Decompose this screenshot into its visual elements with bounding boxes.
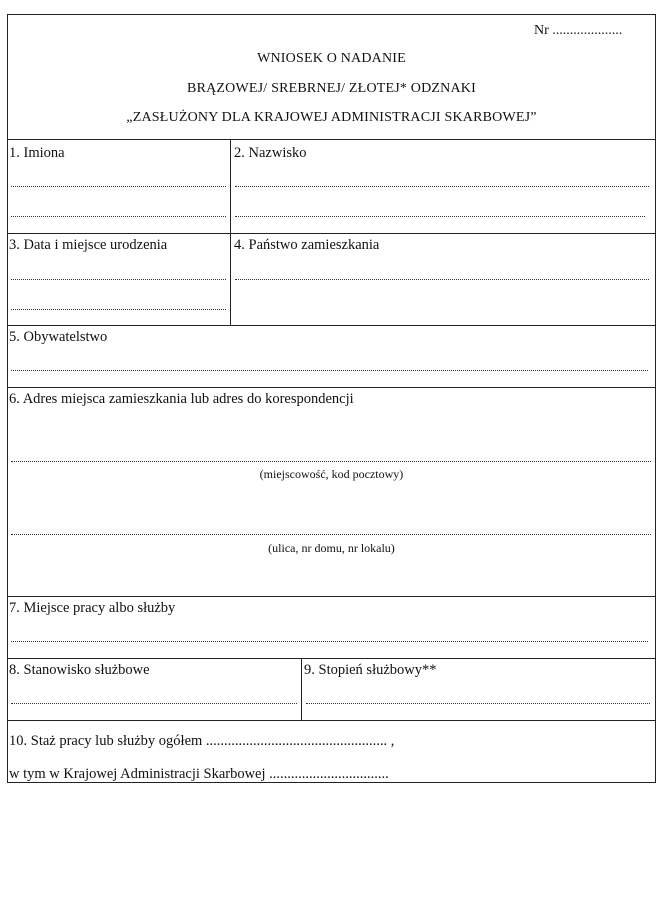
address-city-postal-hint: (miejscowość, kod pocztowy) <box>259 467 404 481</box>
birth-date-place-input-line2[interactable] <box>11 309 226 310</box>
divider <box>8 387 655 388</box>
surname-label: 2. Nazwisko <box>234 145 307 161</box>
divider <box>8 658 655 659</box>
column-divider <box>230 139 231 325</box>
kas-seniority-field[interactable]: w tym w Krajowej Administracji Skarbowej ................................. <box>9 766 389 782</box>
address-label: 6. Adres miejsca zamieszkania lub adres do korespondencji <box>9 391 354 407</box>
column-divider <box>301 658 302 720</box>
form-title-line2: BRĄZOWEJ/ SREBRNEJ/ ZŁOTEJ* ODZNAKI <box>187 81 476 96</box>
divider <box>8 139 655 140</box>
address-street-hint: (ulica, nr domu, nr lokalu) <box>268 541 395 555</box>
service-rank-label: 9. Stopień służbowy** <box>304 662 437 678</box>
service-rank-input[interactable] <box>306 703 650 704</box>
award-application-form <box>7 14 656 783</box>
address-city-postal-input[interactable] <box>11 461 651 462</box>
divider <box>8 720 655 721</box>
citizenship-label: 5. Obywatelstwo <box>9 329 108 345</box>
position-input[interactable] <box>11 703 297 704</box>
citizenship-input[interactable] <box>11 370 648 371</box>
first-names-input-line2[interactable] <box>11 216 226 217</box>
application-number-field[interactable]: Nr .................... <box>534 23 623 38</box>
birth-date-place-label: 3. Data i miejsce urodzenia <box>9 237 168 253</box>
workplace-input[interactable] <box>11 641 648 642</box>
address-street-input[interactable] <box>11 534 651 535</box>
first-names-input-line1[interactable] <box>11 186 226 187</box>
divider <box>8 325 655 326</box>
country-of-residence-label: 4. Państwo zamieszkania <box>234 237 380 253</box>
form-title-line1: WNIOSEK O NADANIE <box>257 51 406 66</box>
position-label: 8. Stanowisko służbowe <box>9 662 150 678</box>
first-names-label: 1. Imiona <box>9 145 65 161</box>
workplace-label: 7. Miejsce pracy albo służby <box>9 600 176 616</box>
surname-input-line1[interactable] <box>235 186 649 187</box>
birth-date-place-input-line1[interactable] <box>11 279 226 280</box>
surname-input-line2[interactable] <box>235 216 645 217</box>
divider <box>8 596 655 597</box>
country-of-residence-input[interactable] <box>235 279 649 280</box>
divider <box>8 233 655 234</box>
form-title-line3: „ZASŁUŻONY DLA KRAJOWEJ ADMINISTRACJI SKARBOWEJ” <box>126 110 537 125</box>
total-seniority-field[interactable]: 10. Staż pracy lub służby ogółem .................................................. , <box>9 733 395 749</box>
